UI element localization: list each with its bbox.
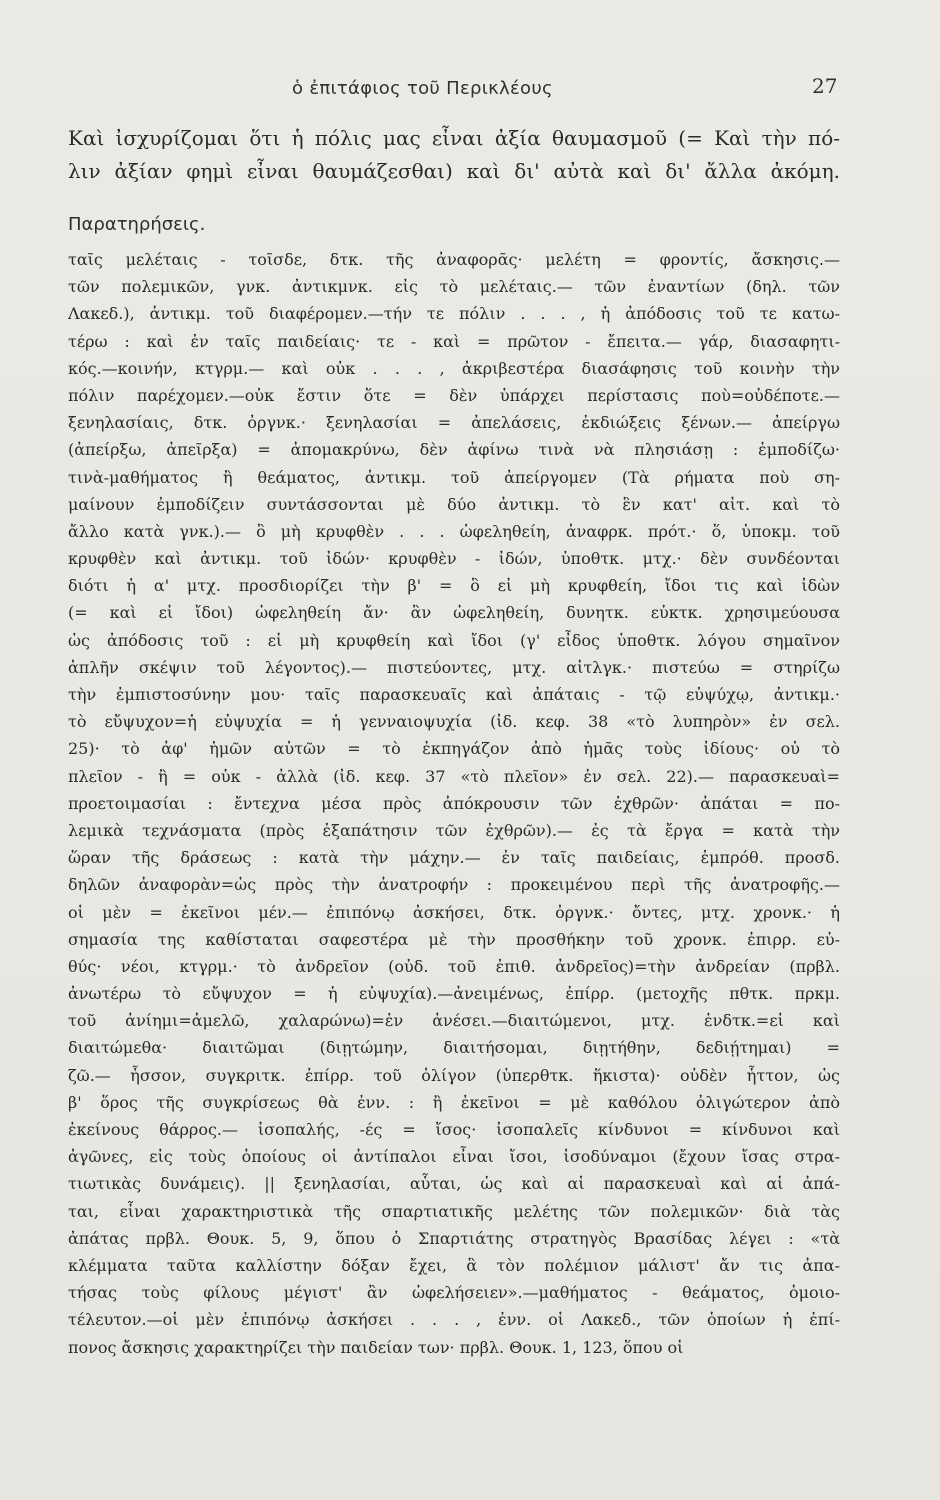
note-line: οἱ μὲν = ἐκεῖνοι μέν.— ἐπιπόνῳ ἀσκήσει, δτκ. ὀργνκ.· ὄντες, μτχ. χρονκ.· ἡ xyxy=(68,902,840,922)
note-line: Λακεδ.), ἀντικμ. τοῦ διαφέρομεν.—τήν τε πόλιν . . . , ἡ ἀπόδοσις τοῦ τε κατω- xyxy=(68,304,840,324)
running-head xyxy=(0,74,940,104)
note-line: (= καὶ εἰ ἴδοι) ὠφεληθείη ἄν· ἂν ὠφεληθείη, δυνητκ. εὐκτκ. χρησιμεύουσα xyxy=(68,603,840,623)
note-line: ται, εἶναι χαρακτηριστικὰ τῆς σπαρτιατικῆς μελέτης τῶν πολεμικῶν· διὰ τὰς xyxy=(68,1201,840,1221)
note-line: τήσας τοὺς φίλους μέγιστ' ἂν ὠφελήσειεν».—μαθήματος - θεάματος, ὁμοιο- xyxy=(68,1283,840,1303)
note-line: θύς· νέοι, κτγρμ.· τὸ ἀνδρεῖον (οὐδ. τοῦ ἐπιθ. ἀνδρεῖος)=τὴν ἀνδρείαν (πρβλ. xyxy=(68,956,840,976)
note-line: τὴν ἐμπιστοσύνην μου· ταῖς παρασκευαῖς καὶ ἀπάταις - τῷ εὐψύχῳ, ἀντικμ.· xyxy=(68,685,840,704)
note-line: τέρω : καὶ ἐν ταῖς παιδείαις· τε - καὶ = πρῶτον - ἔπειτα.— γάρ, διασαφητι- xyxy=(68,331,840,351)
note-line: τέλευτον.—οἱ μὲν ἐπιπόνῳ ἀσκήσει . . . , ἐνν. οἱ Λακεδ., τῶν ὁποίων ἡ ἐπί- xyxy=(68,1310,840,1330)
note-line: ἐκείνους θάρρος.— ἰσοπαλής, -ές = ἴσος· ἰσοπαλεῖς κίνδυνοι = κίνδυνοι καὶ xyxy=(68,1120,840,1139)
note-line: ξενηλασίαις, δτκ. ὀργνκ.· ξενηλασίαι = ἀπελάσεις, ἐκδιώξεις ξένων.— ἀπείργω xyxy=(68,413,840,433)
note-line: 25)· τὸ ἀφ' ἡμῶν αὐτῶν = τὸ ἐκπηγάζον ἀπὸ ἡμᾶς τοὺς ἰδίους· οὐ τὸ xyxy=(68,739,840,759)
notes-paragraph xyxy=(68,246,840,1361)
note-line: ἁπλῆν σκέψιν τοῦ λέγοντος).— πιστεύοντες, μτχ. αἰτλγκ.· πιστεύω = στηρίζω xyxy=(68,657,840,677)
note-line: τὸ εὔψυχον=ἡ εὐψυχία = ἡ γενναιοψυχία (ἰδ. κεφ. 38 «τὸ λυπηρὸν» ἐν σελ. xyxy=(68,712,840,732)
note-line: ἀγῶνες, εἰς τοὺς ὁποίους οἱ ἀντίπαλοι εἶναι ἴσοι, ἰσοδύναμοι (ἔχουν ἴσας στρα- xyxy=(68,1147,840,1167)
page-number: 27 xyxy=(812,74,838,98)
note-line: διαιτώμεθα· διαιτῶμαι (διῃτώμην, διαιτήσομαι, διῃτήθην, δεδιῄτημαι) = xyxy=(68,1038,840,1058)
note-line: κός.—κοινήν, κτγρμ.— καὶ οὐκ . . . , ἀκριβεστέρα διασάφησις τοῦ κοινὴν τὴν xyxy=(68,358,840,378)
note-line: ζῶ.— ἧσσον, συγκριτκ. ἐπίρρ. τοῦ ὀλίγον (ὑπερθτκ. ἥκιστα)· οὐδὲν ἧττον, ὡς xyxy=(68,1065,840,1085)
note-line: διότι ἡ α' μτχ. προσδιορίζει τὴν β' = ὃ εἰ μὴ κρυφθείη, ἴδοι τις καὶ ἰδὼν xyxy=(68,576,840,596)
note-line: ὡς ἀπόδοσις τοῦ : εἰ μὴ κρυφθείη καὶ ἴδοι (γ' εἶδος ὑποθτκ. λόγου σημαῖνον xyxy=(68,630,840,650)
note-line: τινὰ-μαθήματος ἢ θεάματος, ἀντικμ. τοῦ ἀπείργομεν (Τὰ ρήματα ποὺ ση- xyxy=(68,467,840,487)
note-line: κρυφθὲν καὶ ἀντικμ. τοῦ ἰδών· κρυφθὲν - ἰδών, ὑποθτκ. μτχ.· δὲν συνδέονται xyxy=(68,549,840,569)
note-line: σημασία της καθίσταται σαφεστέρα μὲ τὴν προσθήκην τοῦ χρονκ. ἐπιρρ. εὐ- xyxy=(68,929,840,949)
note-line: ἀνωτέρω τὸ εὔψυχον = ἡ εὐψυχία).—ἀνειμένως, ἐπίρρ. (μετοχῆς πθτκ. πρκμ. xyxy=(68,984,840,1004)
note-line: πονος ἄσκησις χαρακτηρίζει τὴν παιδείαν των· πρβλ. Θουκ. 1, 123, ὅπου οἱ xyxy=(68,1337,684,1357)
note-line: τιωτικὰς δυνάμεις). || ξενηλασίαι, αὗται, ὡς καὶ αἱ παρασκευαὶ καὶ αἱ ἀπά- xyxy=(68,1174,840,1194)
note-line: (ἀπείρξω, ἀπεῖρξα) = ἀπομακρύνω, δὲν ἀφίνω τινὰ νὰ πλησιάσῃ : ἐμποδίζω· xyxy=(68,440,840,460)
note-line: δηλῶν ἀναφορὰν=ὡς πρὸς τὴν ἀνατροφήν : προκειμένου περὶ τῆς ἀνατροφῆς.— xyxy=(68,875,840,895)
note-line: τοῦ ἀνίημι=ἀμελῶ, χαλαρώνω)=ἐν ἀνέσει.—διαιτώμενοι, μτχ. ἐνδτκ.=εἰ καὶ xyxy=(68,1011,840,1031)
text-line: Καὶ ἰσχυρίζομαι ὅτι ἡ πόλις μας εἶναι ἀξία θαυμασμοῦ (= Καὶ τὴν πό- xyxy=(68,126,840,150)
notes-heading: Παρατηρήσεις. xyxy=(68,214,206,235)
running-title: ὁ ἐπιτάφιος τοῦ Περικλέους xyxy=(292,78,553,99)
note-line: κλέμματα ταῦτα καλλίστην δόξαν ἔχει, ἃ τὸν πολέμιον μάλιστ' ἄν τις ἀπα- xyxy=(68,1255,840,1275)
note-line: τῶν πολεμικῶν, γνκ. ἀντικμνκ. εἰς τὸ μελέταις.— τῶν ἐναντίων (δηλ. τῶν xyxy=(68,277,840,297)
intro-paragraph xyxy=(68,122,840,188)
note-line: μαίνουν ἐμποδίζειν συντάσσονται μὲ δύο ἀντικμ. τὸ ἓν κατ' αἰτ. καὶ τὸ xyxy=(68,494,840,514)
text-line: λιν ἀξίαν φημὶ εἶναι θαυμάζεσθαι) καὶ δι' αὐτὰ καὶ δι' ἄλλα ἀκόμη. xyxy=(68,159,840,183)
note-line: ταῖς μελέταις - τοῖσδε, δτκ. τῆς ἀναφορᾶς· μελέτη = φροντίς, ἄσκησις.— xyxy=(68,250,840,269)
note-line: προετοιμασίαι : ἔντεχνα μέσα πρὸς ἀπόκρουσιν τῶν ἐχθρῶν· ἀπάται = πο- xyxy=(68,793,840,813)
note-line: β' ὅρος τῆς συγκρίσεως θὰ ἐνν. : ἢ ἐκεῖνοι = μὲ καθόλου ὀλιγώτερον ἀπὸ xyxy=(68,1092,840,1112)
note-line: πόλιν παρέχομεν.—οὐκ ἔστιν ὅτε = δὲν ὑπάρχει περίστασις ποὺ=οὐδέποτε.— xyxy=(68,385,840,405)
note-line: λεμικὰ τεχνάσματα (πρὸς ἐξαπάτησιν τῶν ἐχθρῶν).— ἐς τὰ ἔργα = κατὰ τὴν xyxy=(68,820,840,840)
body-text xyxy=(68,122,840,1361)
note-line: πλεῖον - ἢ = οὐκ - ἀλλὰ (ἰδ. κεφ. 37 «τὸ πλεῖον» ἐν σελ. 22).— παρασκευαὶ= xyxy=(68,766,840,786)
note-line: ἄλλο κατὰ γνκ.).— ὃ μὴ κρυφθὲν . . . ὠφεληθείη, ἀναφρκ. πρότ.· ὅ, ὑποκμ. τοῦ xyxy=(68,521,840,541)
note-line: ὥραν τῆς δράσεως : κατὰ τὴν μάχην.— ἐν ταῖς παιδείαις, ἐμπρόθ. προσδ. xyxy=(68,848,840,868)
note-line: ἀπάτας πρβλ. Θουκ. 5, 9, ὅπου ὁ Σπαρτιάτης στρατηγὸς Βρασίδας λέγει : «τὰ xyxy=(68,1228,840,1248)
